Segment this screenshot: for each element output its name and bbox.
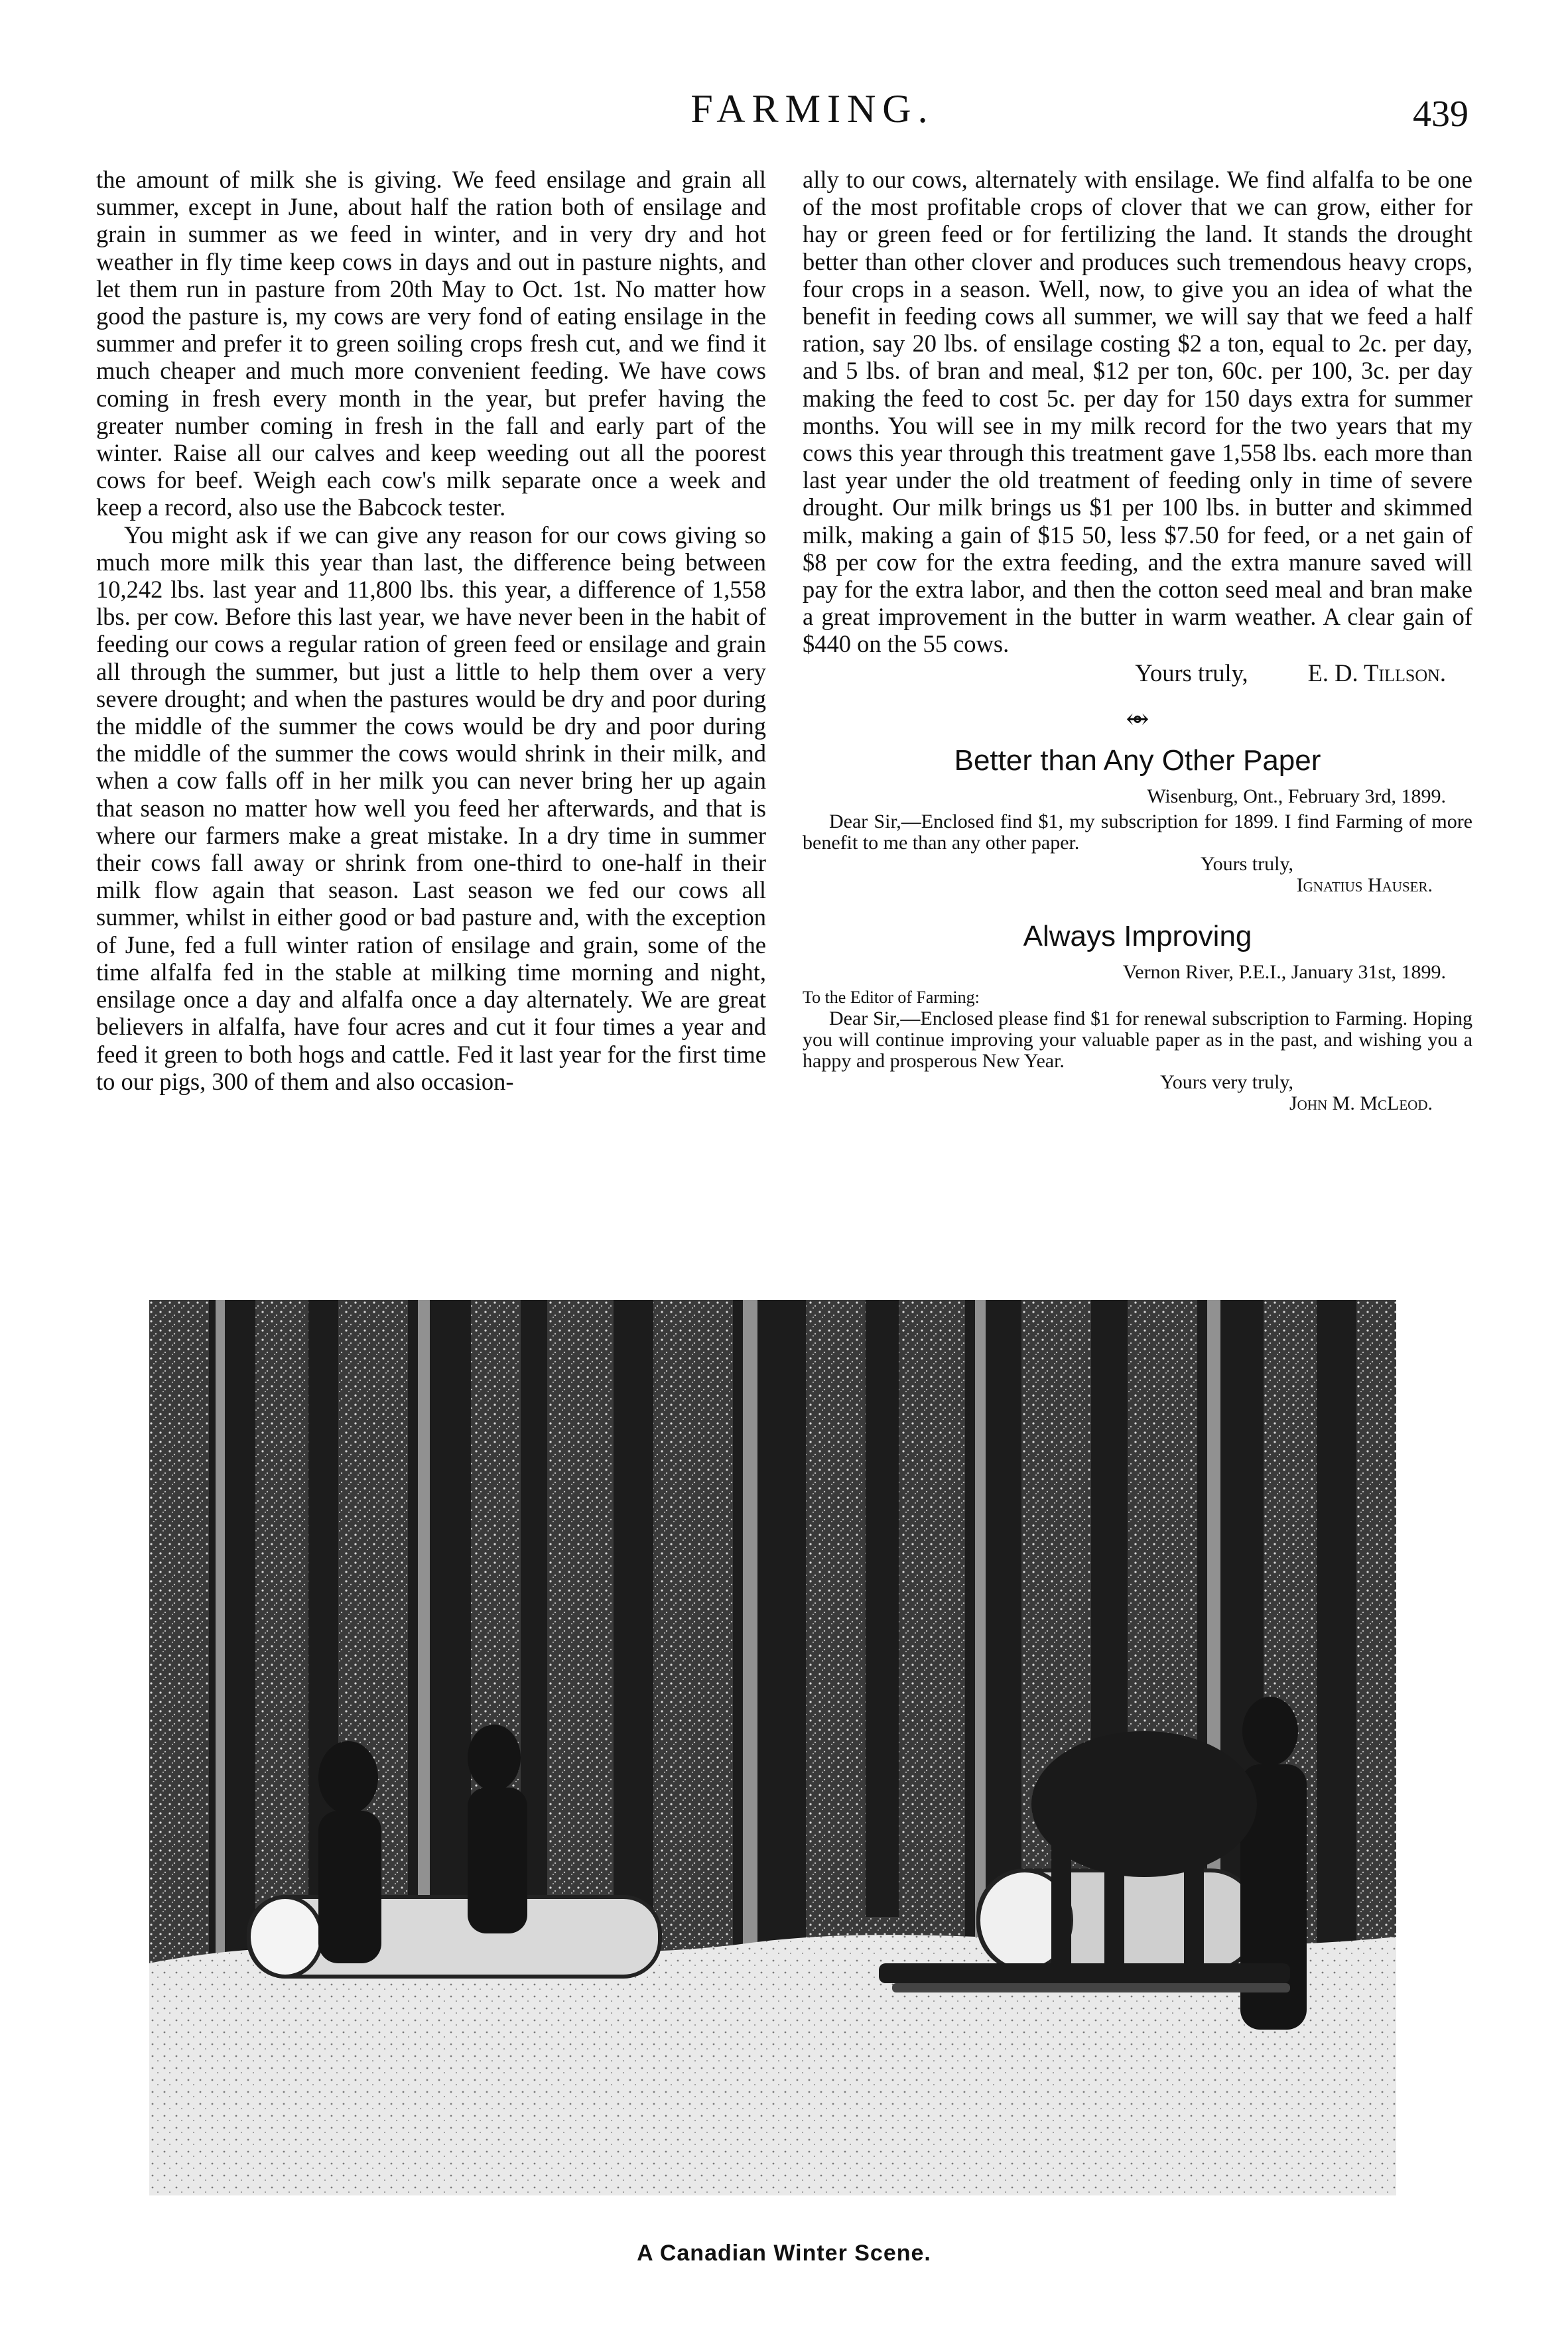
right-column (803, 166, 1472, 1114)
left-paragraph-2: You might ask if we can give any reason for our cows giving so much more milk this year than last, the difference being between 10,242 lbs. last year and 11,800 lbs. this year, a difference of 1,558 lbs. per cow. Before this last year, we have never been in the habit of feeding our cows a regular ration of green feed or ensilage and grain all through the summer, but just a little to help them over a very severe drought; and when the pastures would be dry and poor during the middle of the summer the cows would be dry and poor during the middle of the summer the cows would shrink in their milk, and when a cow falls off in her milk you can never bring her up again that season no matter how well you feed her afterwards, and that is where our farmers make a great mistake. In a dry time in summer their cows fall away or shrink from one-third to one-half in their milk flow again that season. Last season we fed our cows all summer, whilst in either good or bad pasture and, with the exception of June, fed a full winter ration of ensilage and grain, some of the time alfalfa fed in the stable at milking time morning and night, ensilage once a day and alfalfa once a day alternately. We are great believers in alfalfa, have four acres and cut it four times a year and feed it green to both hogs and cattle. Fed it last year for the first time to our pigs, 300 of them and also occasion- (96, 521, 766, 1095)
letter-1-name: Ignatius Hauser. (1296, 874, 1433, 897)
left-column (96, 166, 766, 1095)
letter-2-dateline: Vernon River, P.E.I., January 31st, 1899. (1122, 961, 1446, 984)
page-number: 439 (1413, 94, 1469, 135)
letter-2-title: Always Improving (1023, 920, 1252, 953)
winter-scene-illustration (149, 1300, 1396, 2195)
letter-1-dateline: Wisenburg, Ont., February 3rd, 1899. (1147, 785, 1446, 808)
article-signoff (803, 659, 1472, 686)
ornament-icon: ⥈ (1126, 704, 1149, 735)
letter-2-addressee: To the Editor of Farming: (803, 988, 980, 1008)
page-header (0, 86, 1568, 146)
figure-caption: A Canadian Winter Scene. (637, 2241, 931, 2266)
signoff-name: E. D. Tillson. (1307, 659, 1446, 686)
signoff-close: Yours truly, (1135, 659, 1248, 686)
running-title: FARMING. (690, 87, 935, 131)
letter-2-name: John M. McLeod. (1289, 1092, 1433, 1115)
left-paragraph-1: the amount of milk she is giving. We feed ensilage and grain all summer, except in June, about half the ration both of ensilage and grain in summer as we feed in winter, and in very dry and hot weather in fly time keep cows in days and out in pasture nights, and let them run in pasture from 20th May to Oct. 1st. No matter how good the pasture is, my cows are very fond of eating ensilage in the summer and prefer it to green soiling crops fresh cut, and we find it much cheaper and much more convenient feeding. We have cows coming in fresh every month in the year, but prefer having the greater number coming in fresh in the fall and early part of the winter. Raise all our calves and keep weeding out all the poorest cows for beef. Weigh each cow's milk separate once a week and keep a record, also use the Babcock tester. (96, 166, 766, 521)
letter-2 (803, 962, 1472, 1114)
winter-scene-photo (149, 1300, 1396, 2195)
right-paragraph-1: ally to our cows, alternately with ensilage. We find alfalfa to be one of the most profitable crops of clover that we can grow, either for hay or green feed or for fertilizing the land. It stands the drought better than other clover and produces such tremendous heavy crops, four crops in a season. Well, now, to give you an idea of what the benefit in feeding cows all summer, we will say that we feed a half ration, say 20 lbs. of ensilage costing $2 a ton, equal to 2c. per day, and 5 lbs. of bran and meal, $12 per ton, 60c. per 100, 3c. per day making the feed to cost 5c. per day for 150 days extra for summer months. You will see in my milk record for the two years that my cows this year through this treatment gave 1,558 lbs. each more than last year under the old treatment of feeding only in time of severe drought. Our milk brings us $1 per 100 lbs. in butter and skimmed milk, making a gain of $15 50, less $7.50 for feed, or a net gain of $8 per cow for the extra feeding, and the extra manure saved will pay for the extra labor, and then the cotton seed meal and bran make a great improvement in the butter in warm weather. A clear gain of $440 on the 55 cows. (803, 166, 1472, 658)
letter-2-body: Dear Sir,—Enclosed please find $1 for renewal subscription to Farming. Hoping you will continue improving your valuable paper as in the past, and wishing you a happy and prosperous New Year. (803, 1008, 1472, 1073)
letter-1 (803, 786, 1472, 896)
letter-1-close: Yours truly, (1200, 853, 1293, 876)
letter-1-title: Better than Any Other Paper (954, 744, 1321, 777)
letter-1-body: Dear Sir,—Enclosed find $1, my subscription for 1899. I find Farming of more benefit to me than any other paper. (803, 811, 1472, 854)
letter-2-close: Yours very truly, (1160, 1071, 1293, 1094)
